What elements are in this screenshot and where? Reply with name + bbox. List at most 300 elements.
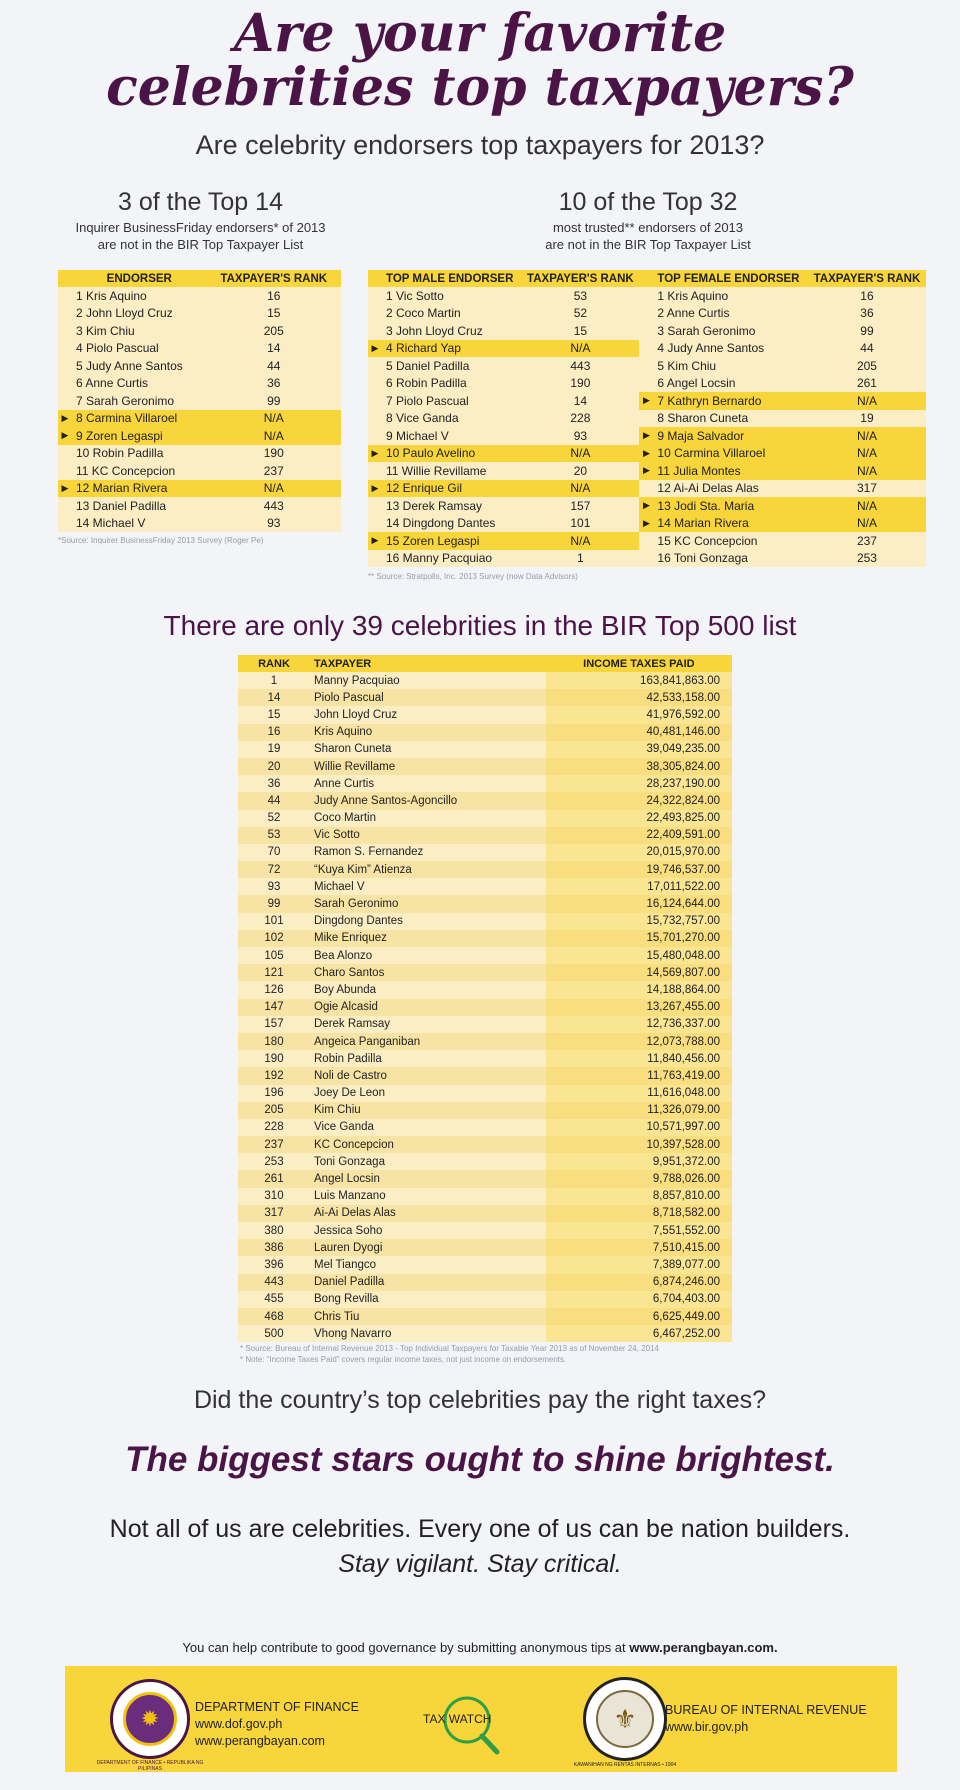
trusted-endorser-row [368,340,926,358]
endorser-row [58,375,341,393]
row-marker [639,410,653,428]
subtitle: Are celebrity endorsers top taxpayers for 2013? [195,130,765,160]
endorser-row [58,357,341,375]
dof-site-link[interactable]: www.dof.gov.ph [195,1717,283,1731]
row-marker [58,340,72,358]
taxpayer-name: Chris Tiu [314,1310,360,1323]
taxpayer-row [238,999,732,1016]
taxpayer-row [238,861,732,878]
row-marker [368,375,382,393]
trusted-endorser-row [368,515,926,533]
triangle-right-icon: ▶ [639,462,653,480]
closing-line-2: Stay vigilant. Stay critical. [338,1550,622,1578]
taxpayer-row [238,741,732,758]
male-taxpayer-rank: 14 [573,393,588,408]
female-endorser-name: 10 Carmina Villaroel [653,445,808,463]
female-taxpayer-rank: 253 [856,551,877,566]
taxpayer-rank: 72 [267,863,281,876]
dof-info [195,1699,359,1750]
taxpayer-rank: 14 [267,691,281,704]
endorser-name: 13 Daniel Padilla [76,498,167,513]
male-taxpayer-rank: 20 [573,463,588,478]
taxpayer-rank: 70 [267,846,281,859]
taxpayer-rank: 147 [264,1001,284,1014]
male-endorser-name: 16 Manny Pacquiao [386,551,493,566]
taxpayer-rank: 157 [264,1018,284,1031]
taxpayer-rank: 317 [264,1207,284,1220]
taxpayer-row [238,981,732,998]
taxpayer-name: John Lloyd Cruz [314,708,398,721]
income-tax-paid: 11,326,079.00 [546,1102,732,1119]
taxpayer-rank: 36 [267,777,281,790]
dof-seal-icon [110,1679,190,1759]
taxpayer-rank: 380 [264,1224,284,1237]
taxpayer-rank: N/A [263,481,284,496]
taxpayer-name: Vhong Navarro [314,1327,392,1340]
endorser-name: 7 Sarah Geronimo [76,393,175,408]
taxpayer-row [238,1188,732,1205]
endorser-name: 4 Piolo Pascual [76,341,159,356]
endorser-name: 3 Kim Chiu [76,323,135,338]
row-marker [639,550,653,568]
taxpayer-name: Jessica Soho [314,1224,383,1237]
section-title: There are only 39 celebrities in the BIR Top 500 list [163,610,797,641]
triangle-right-icon: ▶ [639,515,653,533]
trusted-endorser-table [368,270,926,567]
bir-info [665,1702,867,1736]
taxpayer-name: Kim Chiu [314,1104,361,1117]
taxpayer-rank: 101 [264,915,284,928]
taxpayer-rank: 105 [264,949,284,962]
endorser-name: 6 Anne Curtis [76,376,149,391]
endorser-row [58,462,341,480]
sun-icon: ✹ [123,1692,177,1746]
income-tax-paid: 163,841,863.00 [546,672,732,689]
row-marker [58,392,72,410]
endorser-name: 5 Judy Anne Santos [76,358,183,373]
row-marker [58,322,72,340]
taxpayer-rank: 468 [264,1310,284,1323]
taxpayer-row [238,964,732,981]
taxpayer-name: Angeica Panganiban [314,1035,421,1048]
closing-line-1: Not all of us are celebrities. Every one of us can be nation builders. [109,1515,851,1543]
taxpayer-rank: 1 [270,674,278,687]
taxpayer-rank: 99 [267,898,281,911]
row-marker [368,550,382,568]
taxpayer-row [238,1205,732,1222]
row-marker [368,322,382,340]
male-taxpayer-rank: 93 [573,428,588,443]
row-marker [639,287,653,305]
taxpayer-row [238,947,732,964]
taxpayer-rank: 102 [264,932,284,945]
male-endorser-name: 15 Zoren Legaspi [382,532,521,550]
taxpayer-name: Boy Abunda [314,983,377,996]
income-tax-paid: 12,736,337.00 [546,1016,732,1033]
male-endorser-name: 9 Michael V [386,428,449,443]
male-taxpayer-rank: N/A [521,480,639,498]
top500-source: * Source: Bureau of Internal Revenue 2013 - Top Individual Taxpayers for Taxable Year 2013 as of November 24, 2014 [240,1344,659,1353]
income-tax-paid: 11,840,456.00 [546,1050,732,1067]
endorser-name: 12 Marian Rivera [76,481,168,496]
bir-seal-icon [583,1677,667,1761]
taxpayer-rank: 190 [264,1052,284,1065]
row-marker [58,462,72,480]
female-endorser-name: 6 Angel Locsin [657,376,736,391]
endorser-name: 1 Kris Aquino [76,288,147,303]
taxpayer-rank: 44 [267,794,281,807]
taxpayer-rank: 14 [267,341,281,356]
female-rank-col-header: TAXPAYER'S RANK [808,270,926,287]
male-col-header: TOP MALE ENDORSER [382,270,521,287]
female-endorser-name: 9 Maja Salvador [653,427,808,445]
income-tax-paid: 11,616,048.00 [546,1085,732,1102]
endorser-name: 9 Zoren Legaspi [76,428,163,443]
income-tax-paid: 28,237,190.00 [546,775,732,792]
row-marker [368,462,382,480]
perangbayan-link[interactable]: www.perangbayan.com [195,1734,325,1748]
income-tax-paid: 22,493,825.00 [546,810,732,827]
taxpayer-name: Toni Gonzaga [314,1155,385,1168]
taxpayer-rank: 237 [264,1138,284,1151]
top500-note: * Note: “Income Taxes Paid” covers regular income taxes, not just income on endorsements. [240,1355,567,1364]
female-taxpayer-rank: 261 [856,376,877,391]
left-desc [58,219,343,253]
taxpayer-row [238,878,732,895]
triangle-right-icon: ▶ [61,412,69,423]
income-tax-paid: 42,533,158.00 [546,689,732,706]
rank-col-header: TAXPAYER'S RANK [207,270,341,287]
income-tax-paid: 15,701,270.00 [546,930,732,947]
taxpayer-row [238,672,732,689]
taxpayer-row [238,1308,732,1325]
taxpayer-row [238,775,732,792]
female-taxpayer-rank: 317 [856,481,877,496]
income-tax-paid: 24,322,824.00 [546,792,732,809]
endorser-name: 10 Robin Padilla [76,446,164,461]
tip-line [0,1640,960,1655]
income-tax-paid: 17,011,522.00 [546,878,732,895]
taxpayer-row [238,1222,732,1239]
male-taxpayer-rank: N/A [521,532,639,550]
male-taxpayer-rank: 15 [573,323,588,338]
taxpayer-rank: 455 [264,1293,284,1306]
female-taxpayer-rank: N/A [808,462,926,480]
male-taxpayer-rank: 190 [570,376,591,391]
male-endorser-name: 12 Enrique Gil [382,480,521,498]
taxpayer-row [238,758,732,775]
taxpayer-name: Derek Ramsay [314,1018,391,1031]
question: Did the country’s top celebrities pay the right taxes? [193,1386,767,1414]
row-marker [368,287,382,305]
row-marker [368,392,382,410]
trusted-endorser-row [368,392,926,410]
income-tax-paid: 8,857,810.00 [546,1188,732,1205]
taxpayer-name: Joey De Leon [314,1087,385,1100]
male-taxpayer-rank: 157 [570,498,591,513]
taxpayer-rank: 443 [264,1276,284,1289]
trusted-endorser-row [368,287,926,305]
row-marker [639,357,653,375]
endorser-row [58,305,341,323]
right-desc-line-1: most trusted** endorsers of 2013 [552,220,744,235]
bir-name: BUREAU OF INTERNAL REVENUE [665,1703,867,1717]
row-marker [639,322,653,340]
trusted-endorser-row [368,550,926,568]
trusted-endorser-row [368,480,926,498]
row-marker [639,532,653,550]
row-marker [639,375,653,393]
taxpayer-name: Sharon Cuneta [314,743,392,756]
female-taxpayer-rank: 99 [860,323,874,338]
row-marker [368,410,382,428]
row-marker [58,445,72,463]
triangle-right-icon: ▶ [368,532,382,550]
endorser-row [58,497,341,515]
taxpayer-name: Ai-Ai Delas Alas [314,1207,396,1220]
taxpayer-name: Manny Pacquiao [314,674,400,687]
taxpayer-row [238,792,732,809]
row-marker [368,515,382,533]
taxpayer-row [238,930,732,947]
taxpayer-header: TAXPAYER [310,655,546,672]
taxpayer-name: Dingdong Dantes [314,915,403,928]
female-endorser-name: 4 Judy Anne Santos [657,341,765,356]
taxpayer-row [238,706,732,723]
female-taxpayer-rank: 16 [860,288,874,303]
female-endorser-name: 13 Jodi Sta. Maria [653,497,808,515]
income-tax-paid: 12,073,788.00 [546,1033,732,1050]
triangle-right-icon: ▶ [639,445,653,463]
magnifier-icon [417,1692,507,1762]
title-line-1: Are your favorite [233,3,727,64]
male-endorser-name: 2 Coco Martin [386,306,461,321]
taxpayer-rank: 121 [264,966,284,979]
endorser-row [58,287,341,305]
taxpayer-row [238,1033,732,1050]
left-heading: 3 of the Top 14 [118,188,283,216]
row-marker [368,427,382,445]
trusted-endorser-row [368,497,926,515]
taxpayer-row [238,1085,732,1102]
male-endorser-name: 5 Daniel Padilla [386,358,470,373]
top500-table [238,655,732,1342]
male-taxpayer-rank: 443 [570,358,591,373]
female-endorser-name: 2 Anne Curtis [657,306,730,321]
taxpayer-rank: 443 [263,498,284,513]
male-taxpayer-rank: 1 [577,551,584,566]
female-endorser-name: 11 Julia Montes [653,462,808,480]
income-tax-header: INCOME TAXES PAID [546,655,732,672]
taxpayer-rank: 52 [267,812,281,825]
title-line-2: celebrities top taxpayers? [106,57,854,118]
female-taxpayer-rank: N/A [808,515,926,533]
trusted-endorser-row [368,462,926,480]
row-marker [58,497,72,515]
male-endorser-name: 7 Piolo Pascual [386,393,469,408]
taxpayer-name: Lauren Dyogi [314,1241,383,1254]
taxpayer-rank: 16 [267,726,281,739]
taxpayer-row [238,1274,732,1291]
row-marker [58,515,72,533]
taxpayer-name: Vic Sotto [314,829,360,842]
row-marker [639,340,653,358]
male-taxpayer-rank: 53 [573,288,588,303]
taxpayer-rank: 93 [267,880,281,893]
female-endorser-name: 8 Sharon Cuneta [657,411,749,426]
trusted-endorser-row [368,357,926,375]
taxpayer-row [238,1119,732,1136]
taxpayer-row [238,724,732,741]
taxwatch-tax: TAX [423,1712,446,1726]
taxpayer-name: Noli de Castro [314,1069,387,1082]
male-endorser-name: 8 Vice Ganda [386,411,459,426]
endorser-row [58,445,341,463]
taxpayer-rank: 205 [263,323,284,338]
female-taxpayer-rank: N/A [808,392,926,410]
taxpayer-rank: 196 [264,1087,284,1100]
male-taxpayer-rank: 52 [573,306,588,321]
taxpayer-rank: 16 [267,288,281,303]
income-tax-paid: 40,481,146.00 [546,724,732,741]
rank-header: RANK [238,655,310,672]
taxpayer-rank: N/A [263,428,284,443]
female-taxpayer-rank: 205 [856,358,877,373]
male-taxpayer-rank: 101 [570,516,591,531]
endorser-row [58,427,341,445]
taxpayer-rank: 180 [264,1035,284,1048]
income-tax-paid: 7,389,077.00 [546,1256,732,1273]
left-source: *Source: Inquirer BusinessFriday 2013 Survey (Roger Pe) [58,536,264,545]
taxpayer-rank: 310 [264,1190,284,1203]
female-taxpayer-rank: N/A [808,445,926,463]
taxpayer-rank: 386 [264,1241,284,1254]
tagline: The biggest stars ought to shine brightest. [125,1440,835,1479]
taxpayer-name: Judy Anne Santos-Agoncillo [314,794,458,807]
taxpayer-name: Willie Revillame [314,760,396,773]
income-tax-paid: 7,551,552.00 [546,1222,732,1239]
female-endorser-name: 15 KC Concepcion [657,533,758,548]
row-marker [368,497,382,515]
female-taxpayer-rank: 19 [860,411,874,426]
trusted-endorser-row [368,305,926,323]
income-tax-paid: 39,049,235.00 [546,741,732,758]
triangle-right-icon: ▶ [639,392,653,410]
male-endorser-name: 10 Paulo Avelino [382,445,521,463]
taxpayer-row [238,1067,732,1084]
taxpayer-row [238,1325,732,1342]
female-endorser-name: 5 Kim Chiu [657,358,717,373]
taxpayer-name: Daniel Padilla [314,1276,385,1289]
taxwatch-logo [417,1692,507,1762]
taxpayer-rank: N/A [263,411,284,426]
row-marker [58,357,72,375]
bir-seal-text: KAWANIHAN NG RENTAS INTERNAS • 1904 [573,1762,677,1768]
income-tax-paid: 20,015,970.00 [546,844,732,861]
female-col-header: TOP FEMALE ENDORSER [653,270,808,287]
row-marker [368,357,382,375]
tip-link[interactable]: www.perangbayan.com. [629,1640,778,1655]
female-endorser-name: 3 Sarah Geronimo [657,323,756,338]
income-tax-paid: 10,397,528.00 [546,1136,732,1153]
taxpayer-name: Charo Santos [314,966,385,979]
male-endorser-name: 4 Richard Yap [382,340,521,358]
taxpayer-rank: 396 [264,1258,284,1271]
taxpayer-row [238,913,732,930]
taxpayer-rank: 44 [267,358,281,373]
taxpayer-row [238,1291,732,1308]
taxpayer-row [238,810,732,827]
female-endorser-name: 12 Ai-Ai Delas Alas [657,481,759,496]
taxpayer-row [238,895,732,912]
taxpayer-name: Luis Manzano [314,1190,386,1203]
bir-site-link[interactable]: www.bir.gov.ph [665,1720,749,1734]
taxpayer-row [238,1153,732,1170]
income-tax-paid: 15,732,757.00 [546,913,732,930]
income-tax-paid: 10,571,997.00 [546,1119,732,1136]
female-taxpayer-rank: 237 [856,533,877,548]
male-endorser-name: 6 Robin Padilla [386,376,467,391]
row-marker [58,375,72,393]
taxpayer-rank: 19 [267,743,281,756]
male-taxpayer-rank: N/A [521,445,639,463]
female-endorser-name: 14 Marian Rivera [653,515,808,533]
taxwatch-watch: WATCH [448,1712,492,1726]
taxpayer-name: Piolo Pascual [314,691,384,704]
male-endorser-name: 3 John Lloyd Cruz [386,323,483,338]
taxpayer-rank: 237 [263,463,284,478]
income-tax-paid: 19,746,537.00 [546,861,732,878]
trusted-endorser-row [368,532,926,550]
female-endorser-name: 7 Kathryn Bernardo [653,392,808,410]
female-taxpayer-rank: N/A [808,427,926,445]
taxpayer-name: Michael V [314,880,365,893]
income-tax-paid: 6,704,403.00 [546,1291,732,1308]
taxpayer-rank: 190 [263,446,284,461]
income-tax-paid: 22,409,591.00 [546,827,732,844]
taxpayer-rank: 253 [264,1155,284,1168]
taxpayer-rank: 15 [267,708,281,721]
triangle-right-icon: ▶ [368,445,382,463]
income-tax-paid: 11,763,419.00 [546,1067,732,1084]
triangle-right-icon: ▶ [368,340,382,358]
taxpayer-rank: 192 [264,1069,284,1082]
endorser-name: 14 Michael V [76,516,146,531]
taxpayer-rank: 93 [267,516,281,531]
taxpayer-row [238,844,732,861]
endorser-table [58,270,341,532]
taxpayer-row [238,1170,732,1187]
right-heading: 10 of the Top 32 [558,188,738,216]
male-endorser-name: 13 Derek Ramsay [386,498,483,513]
taxpayer-name: KC Concepcion [314,1138,394,1151]
income-tax-paid: 6,467,252.00 [546,1325,732,1342]
trusted-endorser-row [368,445,926,463]
footer-bar [65,1666,897,1772]
left-desc-line-2: are not in the BIR Top Taxpayer List [97,237,304,252]
taxpayer-rank: 500 [264,1327,284,1340]
endorser-col-header: ENDORSER [72,270,207,287]
taxpayer-name: Mike Enriquez [314,932,387,945]
income-tax-paid: 41,976,592.00 [546,706,732,723]
triangle-right-icon: ▶ [61,430,69,441]
income-tax-paid: 14,188,864.00 [546,981,732,998]
taxpayer-rank: 36 [267,376,281,391]
taxpayer-name: Anne Curtis [314,777,375,790]
triangle-right-icon: ▶ [639,427,653,445]
taxpayer-rank: 205 [264,1104,284,1117]
income-tax-paid: 7,510,415.00 [546,1239,732,1256]
